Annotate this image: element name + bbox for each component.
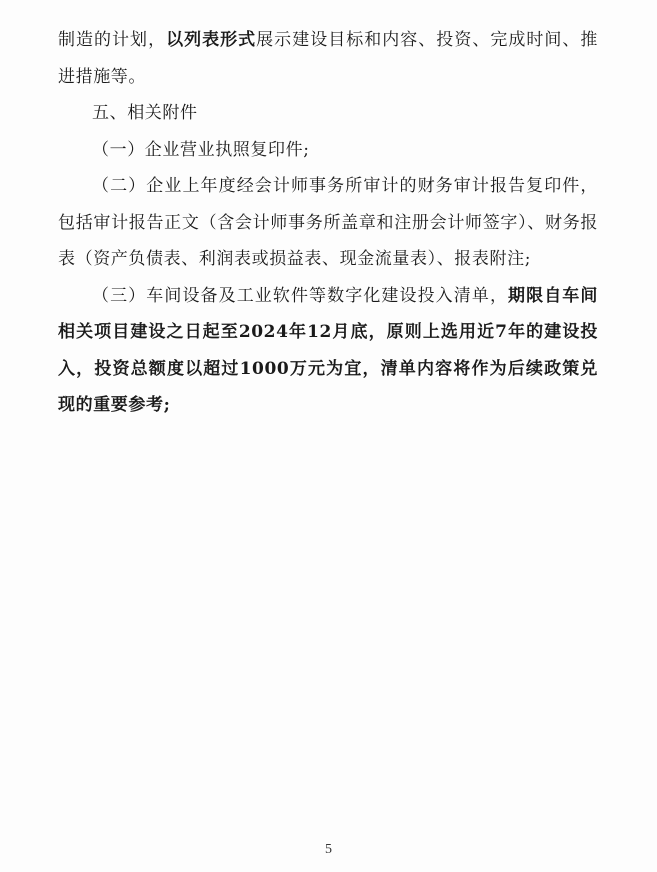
attachment-3-text: （三）车间设备及工业软件等数字化建设投入清单， bbox=[92, 285, 509, 306]
attachment-3-bold-text: 期限自车间相关项目建设之日起至2024年12月底，原则上选用近7年的建设投入，投资总额度以超过1000万元为宜，清单内容将作为后续政策兑现的重要参考; bbox=[58, 285, 599, 415]
attachment-item-1: （一）企业营业执照复印件; bbox=[92, 139, 310, 160]
paragraph-plan-continuation bbox=[58, 22, 598, 95]
plan-text-bold: 以列表形式 bbox=[166, 30, 257, 50]
page-number: 5 bbox=[325, 842, 332, 857]
attachment-item-2: （二）企业上年度经会计师事务所审计的财务审计报告复印件，包括审计报告正文（含会计师事务所盖章和注册会计师签字）、财务报表（资产负债表、利润表或损益表、现金流量表）、报表附注; bbox=[58, 176, 598, 269]
document-body bbox=[58, 22, 598, 424]
section-heading: 五、相关附件 bbox=[92, 103, 198, 123]
plan-text-after: 展示建设目标和内容、投资、完成时间、推进措施等。 bbox=[58, 30, 599, 87]
plan-text-before: 制造的计划， bbox=[58, 30, 167, 50]
attachment-item-3 bbox=[58, 278, 598, 424]
